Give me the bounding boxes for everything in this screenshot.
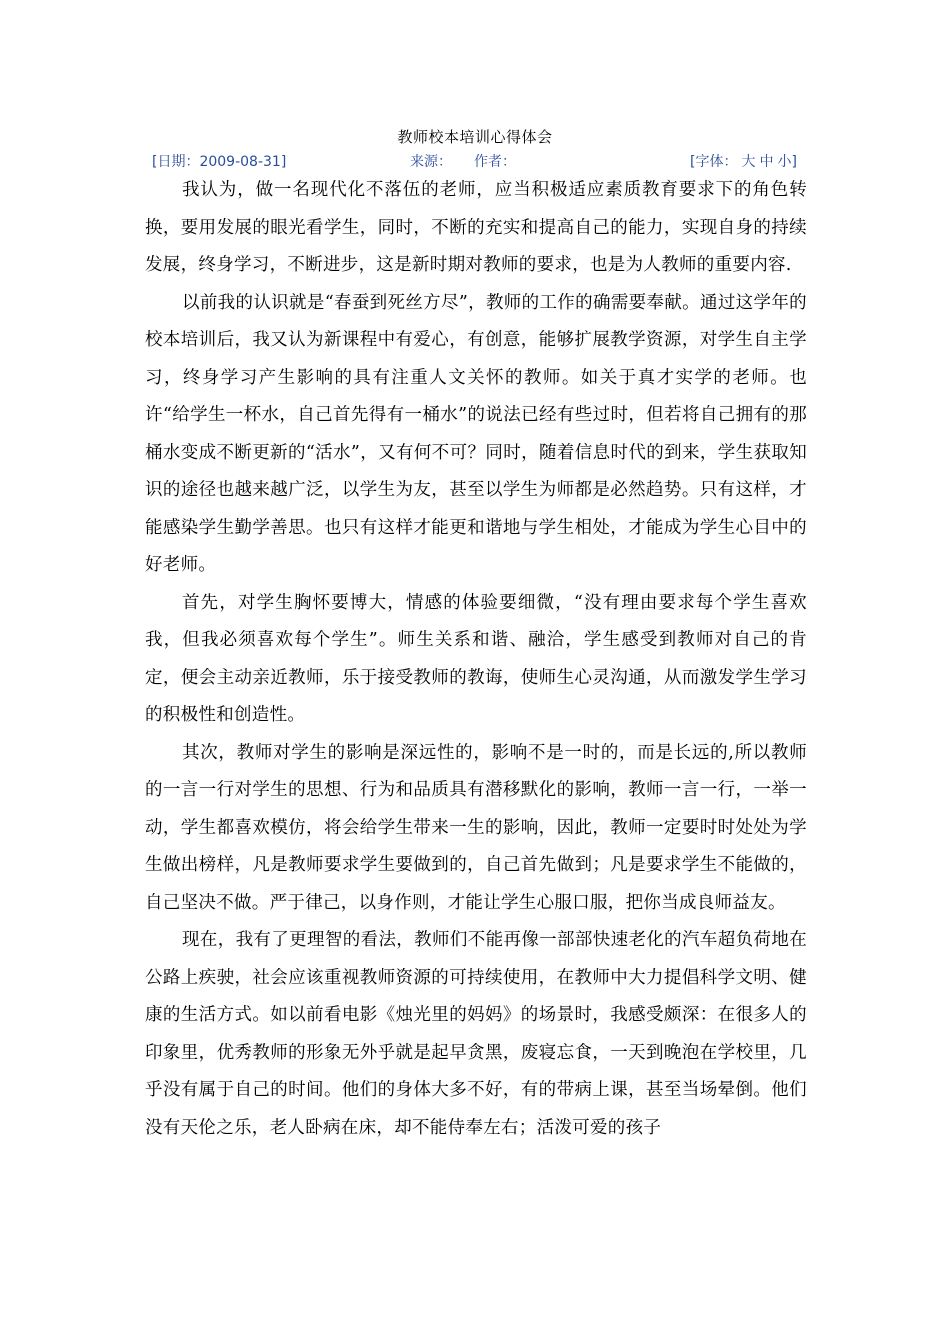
article-body bbox=[145, 172, 807, 1147]
article-meta bbox=[0, 152, 950, 172]
article-title: 教师校本培训心得体会 bbox=[397, 128, 553, 146]
font-size-small-link[interactable]: 小] bbox=[777, 154, 797, 170]
font-size-medium-link[interactable]: 中 bbox=[759, 154, 774, 170]
source-label: 来源： bbox=[410, 154, 452, 170]
publish-date: [日期：2009-08-31] bbox=[152, 154, 287, 170]
paragraph: 以前我的认识就是“春蚕到死丝方尽”，教师的工作的确需要奉献。通过这学年的校本培训后，我又认为新课程中有爱心，有创意，能够扩展教学资源，对学生自主学习，终身学习产生影响的具有注重人文关怀的教师。如关于真才实学的老师。也许“给学生一杯水，自己首先得有一桶水”的说法已经有些过时，但若将自己拥有的那桶水变成不断更新的“活水”，又有何不可？同时，随着信息时代的到来，学生获取知识的途径也越来越广泛，以学生为友，甚至以学生为师都是必然趋势。只有这样，才能感染学生勤学善思。也只有这样才能更和谐地与学生相处，才能成为学生心目中的好老师。 bbox=[145, 292, 807, 575]
paragraph: 首先，对学生胸怀要博大，情感的体验要细微，“没有理由要求每个学生喜欢我，但我必须喜欢每个学生”。师生关系和谐、融洽，学生感受到教师对自己的肯定，便会主动亲近教师，乐于接受教师的教诲，使师生心灵沟通，从而激发学生学习的积极性和创造性。 bbox=[145, 592, 807, 725]
paragraph: 其次，教师对学生的影响是深远性的，影响不是一时的，而是长远的,所以教师的一言一行对学生的思想、行为和品质具有潜移默化的影响，教师一言一行，一举一动，学生都喜欢模仿，将会给学生带来一生的影响，因此，教师一定要时时处处为学生做出榜样，凡是教师要求学生要做到的，自己首先做到；凡是要求学生不能做的，自己坚决不做。严于律己，以身作则，才能让学生心服口服，把你当成良师益友。 bbox=[145, 742, 807, 913]
paragraph: 现在，我有了更理智的看法，教师们不能再像一部部快速老化的汽车超负荷地在公路上疾驶，社会应该重视教师资源的可持续使用，在教师中大力提倡科学文明、健康的生活方式。如以前看电影《烛光里的妈妈》的场景时，我感受颇深：在很多人的印象里，优秀教师的形象无外乎就是起早贪黑，废寝忘食，一天到晚泡在学校里，几乎没有属于自己的时间。他们的身体大多不好，有的带病上课，甚至当场晕倒。他们没有天伦之乐，老人卧病在床，却不能侍奉左右；活泼可爱的孩子 bbox=[145, 930, 807, 1138]
author-label: 作者： bbox=[474, 154, 516, 170]
font-size-controls bbox=[690, 152, 797, 172]
font-size-large-link[interactable]: 大 bbox=[741, 154, 756, 170]
paragraph: 我认为，做一名现代化不落伍的老师，应当积极适应素质教育要求下的角色转换，要用发展的眼光看学生，同时，不断的充实和提高自己的能力，实现自身的持续发展，终身学习，不断进步，这是新时期对教师的要求，也是为人教师的重要内容. bbox=[145, 180, 807, 275]
font-size-label: [字体： bbox=[690, 154, 738, 170]
